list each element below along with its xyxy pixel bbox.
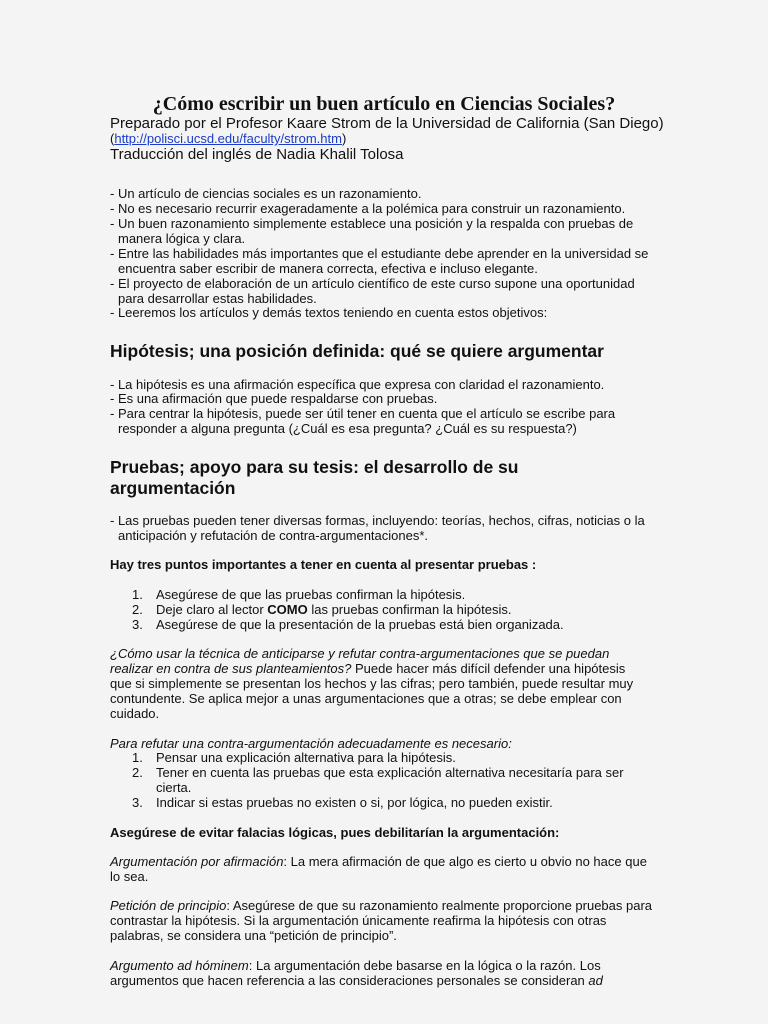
item-number: 1. xyxy=(132,587,143,602)
item-text: Asegúrese de que la presentación de la pruebas está bien organizada. xyxy=(156,617,564,632)
intro-item: - Un artículo de ciencias sociales es un razonamiento. xyxy=(110,186,422,201)
falacia-afirmacion xyxy=(110,854,660,884)
list-item xyxy=(130,765,645,795)
anticipar-answer: Puede hacer más difícil defender una hipótesis que si simplemente se presentan los hechos y las cifras; pero también, puede resultar muy contundente. Se aplica mejor a unas argumentaciones que a otras; se debe emplear con cuidado. xyxy=(110,661,634,721)
item-emphasis: COMO xyxy=(267,602,308,617)
list-item xyxy=(130,617,650,632)
item-number: 3. xyxy=(132,795,143,810)
item-number: 2. xyxy=(132,602,143,617)
hipotesis-item: - Para centrar la hipótesis, puede ser útil tener en cuenta que el artículo se escribe para responder a alguna pregunta (¿Cuál es esa pregunta? ¿Cuál es su respuesta?) xyxy=(110,406,616,436)
item-number: 2. xyxy=(132,765,143,780)
link-close-paren: ) xyxy=(341,131,347,146)
item-text: Pensar una explicación alternativa para la hipótesis. xyxy=(156,750,456,765)
intro-item: - El proyecto de elaboración de un artículo científico de este curso supone una oportunidad para desarrollar estas habilidades. xyxy=(110,276,635,306)
falacia-term: Argumento ad hóminem xyxy=(110,958,249,973)
link-open-paren: ( xyxy=(110,131,115,146)
translation-credit: Traducción del inglés de Nadia Khalil Tolosa xyxy=(110,146,404,163)
heading-pruebas: Pruebas; apoyo para su tesis: el desarrollo de su argumentación xyxy=(110,457,519,498)
author-link-line xyxy=(110,131,346,146)
item-text: Asegúrese de que las pruebas confirman la hipótesis. xyxy=(156,587,466,602)
prepared-by: Preparado por el Profesor Kaare Strom de la Universidad de California (San Diego) xyxy=(110,115,664,132)
intro-item: - No es necesario recurrir exageradamente a la polémica para construir un razonamiento. xyxy=(110,201,626,216)
falacia-text: : La argumentación debe basarse en la lógica o la razón. Los argumentos que hacen referencia a las consideraciones personales se consideran xyxy=(110,958,601,988)
falacia-term: Petición de principio xyxy=(110,898,227,913)
anticipar-paragraph xyxy=(110,646,638,721)
tres-puntos-heading: Hay tres puntos importantes a tener en cuenta al presentar pruebas : xyxy=(110,557,537,572)
item-number: 3. xyxy=(132,617,143,632)
list-item xyxy=(130,795,645,810)
hipotesis-item: - La hipótesis es una afirmación específica que expresa con claridad el razonamiento. xyxy=(110,377,605,392)
item-text: Indicar si estas pruebas no existen o si, por lógica, no pueden existir. xyxy=(156,795,553,810)
falacia-peticion xyxy=(110,898,655,943)
intro-item: - Leeremos los artículos y demás textos teniendo en cuenta estos objetivos: xyxy=(110,305,548,320)
item-text: Deje claro al lector xyxy=(156,602,268,617)
intro-item: - Un buen razonamiento simplemente establece una posición y la respalda con pruebas de manera lógica y clara. xyxy=(110,216,634,246)
pruebas-item: - Las pruebas pueden tener diversas formas, incluyendo: teorías, hechos, cifras, noticias o la anticipación y refutación de contra-argumentaciones*. xyxy=(110,513,645,543)
item-text: Tener en cuenta las pruebas que esta explicación alternativa necesitaría para ser cierta. xyxy=(156,765,624,795)
pruebas-numbered-list xyxy=(130,587,650,632)
list-item xyxy=(130,750,645,765)
item-text: las pruebas confirman la hipótesis. xyxy=(307,602,512,617)
falacia-hominem xyxy=(110,958,630,988)
falacias-heading: Asegúrese de evitar falacias lógicas, pues debilitarían la argumentación: xyxy=(110,825,560,840)
hipotesis-item: - Es una afirmación que puede respaldarse con pruebas. xyxy=(110,391,438,406)
refutar-intro: Para refutar una contra-argumentación adecuadamente es necesario: xyxy=(110,736,512,751)
falacia-term: Argumentación por afirmación xyxy=(110,854,284,869)
item-number: 1. xyxy=(132,750,143,765)
anticipar-question: ¿Cómo usar la técnica de anticiparse y refutar contra-argumentaciones que se puedan realizar en contra de sus planteamientos? xyxy=(110,646,610,676)
list-item xyxy=(130,602,650,617)
falacia-text: : La mera afirmación de que algo es cierto u obvio no hace que lo sea. xyxy=(110,854,647,884)
falacia-term-tail: ad xyxy=(588,973,603,988)
intro-item: - Entre las habilidades más importantes que el estudiante debe aprender en la universidad se encuentra saber escribir de manera correcta, efectiva e incluso elegante. xyxy=(110,246,649,276)
falacia-text: : Asegúrese de que su razonamiento realmente proporcione pruebas para contrastar la hipótesis. Si la argumentación únicamente reafirma la hipótesis con otras palabras, se considera una “petición de principio”. xyxy=(110,898,653,943)
author-link[interactable]: http://polisci.ucsd.edu/faculty/strom.htm xyxy=(114,131,342,146)
heading-hipotesis: Hipótesis; una posición definida: qué se quiere argumentar xyxy=(110,341,604,361)
list-item xyxy=(130,587,650,602)
document-title: ¿Cómo escribir un buen artículo en Ciencias Sociales? xyxy=(152,93,616,115)
refutar-numbered-list xyxy=(130,750,645,810)
